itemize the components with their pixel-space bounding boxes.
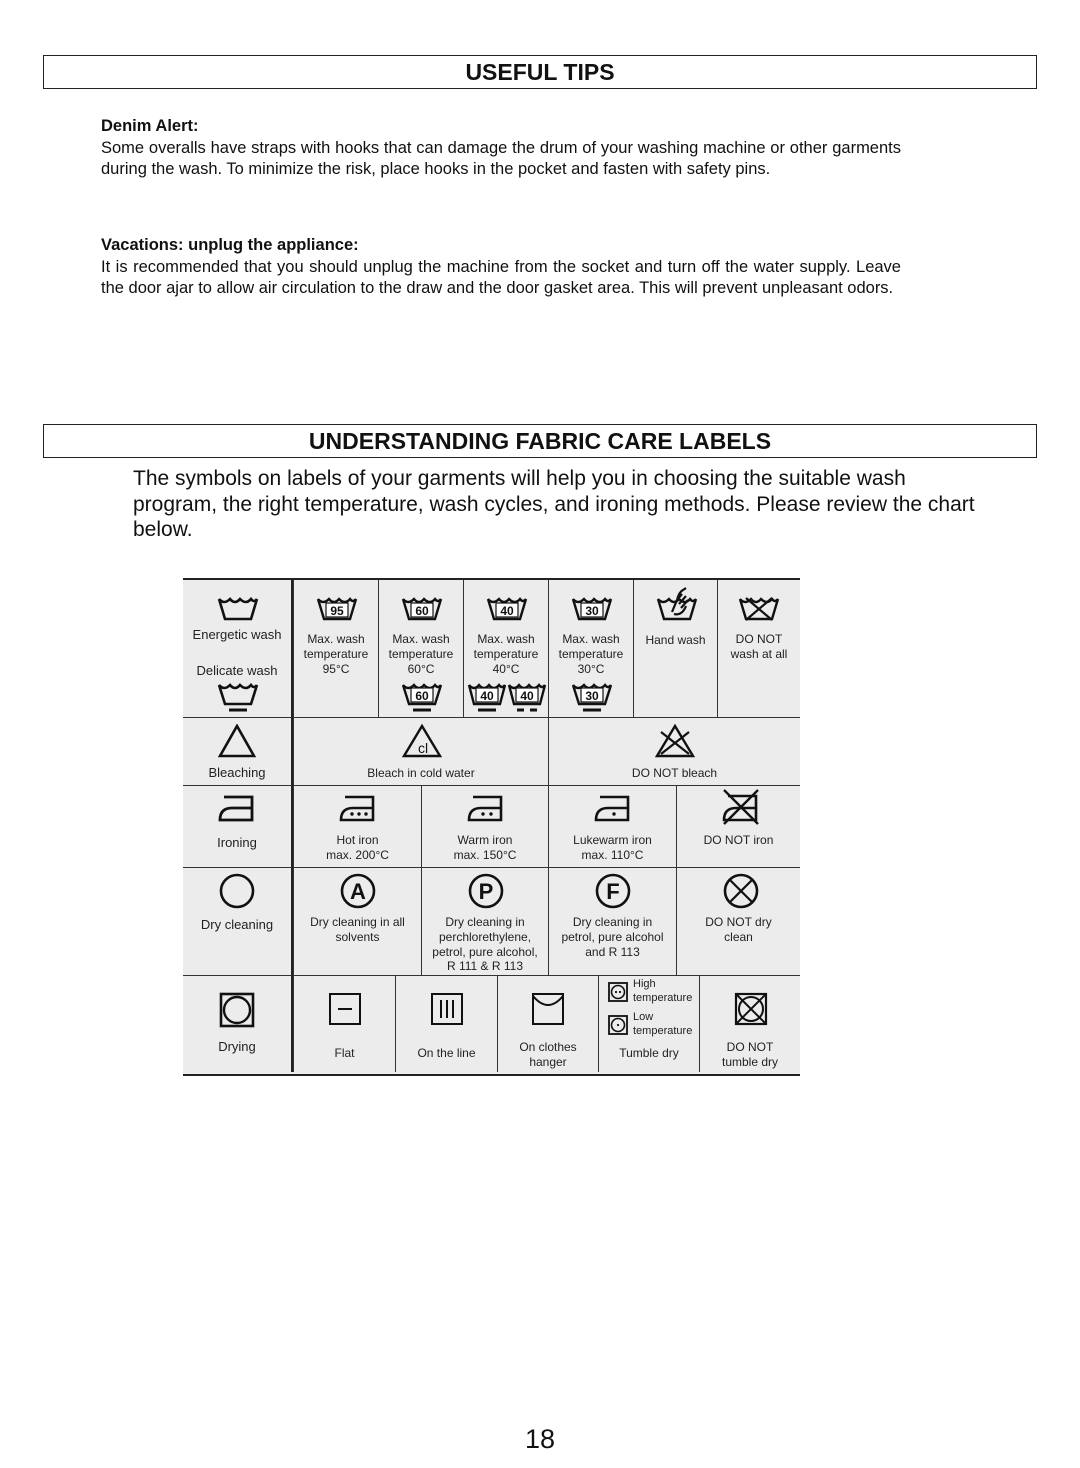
no-wash-label-line2: wash at all xyxy=(730,647,788,661)
dry-cleaning-row xyxy=(183,867,800,976)
denim-alert-text: Some overalls have straps with hooks that can damage the drum of your washing machine or other garments during the wash. To minimize the risk, place hooks in the pocket and fasten with safety pins. xyxy=(101,138,901,178)
wash-40-delicate-temp: 40 xyxy=(480,689,494,703)
chlorine-bleach-icon xyxy=(402,724,442,758)
flat-dry-label: Flat xyxy=(334,1046,355,1060)
hot-iron-label-line2: max. 200°C xyxy=(326,848,389,862)
wash-95-temp: 95 xyxy=(330,604,344,618)
no-tumble-dry-cell xyxy=(699,975,800,1072)
delicate-wash-label: Delicate wash xyxy=(196,663,278,678)
dry-clean-perc-label-line2: perchlorethylene, xyxy=(438,930,532,944)
hand-wash-cell xyxy=(633,580,717,717)
no-iron-icon xyxy=(720,788,760,826)
useful-tips-heading: USEFUL TIPS xyxy=(43,55,1037,89)
max-30-label-line1: Max. wash xyxy=(562,632,620,646)
hot-iron-icon xyxy=(339,793,377,823)
dry-clean-perc-label-line4: R 111 & R 113 xyxy=(446,959,524,973)
tumble-low-icon xyxy=(608,1015,628,1035)
dry-clean-perc-cell xyxy=(421,867,548,975)
tumble-dry-cell xyxy=(598,975,699,1072)
warm-iron-label-line2: max. 150°C xyxy=(453,848,517,862)
no-bleach-icon xyxy=(655,724,695,758)
vacations-tip xyxy=(101,235,901,300)
dry-clean-all-label-line1: Dry cleaning in all xyxy=(310,915,405,929)
dry-clean-all-label-line2: solvents xyxy=(335,930,380,944)
dry-clean-a-letter: A xyxy=(350,879,366,904)
bleaching-row xyxy=(183,717,800,786)
tumble-high-label-line1: High xyxy=(633,978,656,990)
dry-clean-p-letter: P xyxy=(478,879,494,904)
no-tumble-dry-icon xyxy=(734,992,768,1026)
max-30-cell xyxy=(548,580,633,717)
dry-clean-perc-label-line3: petrol, pure alcohol, xyxy=(432,945,538,959)
lukewarm-iron-label-line1: Lukewarm iron xyxy=(573,833,652,847)
lukewarm-iron-label-line2: max. 110°C xyxy=(581,848,644,862)
max-40-label-line3: 40°C xyxy=(492,662,520,676)
dry-clean-petrol-label-line3: and R 113 xyxy=(585,945,640,959)
dry-clean-p-icon xyxy=(467,872,505,910)
wash-60-delicate-icon xyxy=(401,682,443,713)
no-dry-clean-icon xyxy=(722,872,760,910)
no-dry-clean-label-line2: clean xyxy=(724,930,753,944)
no-bleach-cell xyxy=(548,717,800,785)
dry-clean-perc-label-line1: Dry cleaning in xyxy=(445,915,525,929)
warm-iron-cell xyxy=(421,785,548,867)
wash-30-delicate-icon xyxy=(571,682,613,713)
dry-clean-f-letter: F xyxy=(606,879,620,904)
no-bleach-label: DO NOT bleach xyxy=(631,766,718,780)
wash-95-icon xyxy=(316,594,358,622)
wash-40-very-delicate-icon xyxy=(507,682,547,713)
line-dry-icon xyxy=(430,992,464,1026)
max-40-label-line2: temperature xyxy=(473,647,539,661)
delicate-wash-icon xyxy=(217,682,259,713)
flat-dry-cell xyxy=(293,975,395,1072)
no-tumble-dry-label-line2: tumble dry xyxy=(721,1055,779,1069)
dry-clean-petrol-label-line2: petrol, pure alcohol xyxy=(561,930,664,944)
no-iron-label: DO NOT iron xyxy=(703,833,774,847)
bleaching-icon xyxy=(218,724,256,758)
bleach-cold-cell xyxy=(293,717,548,785)
wash-40-very-delicate-temp: 40 xyxy=(520,689,534,703)
hot-iron-cell xyxy=(293,785,421,867)
lukewarm-iron-cell xyxy=(548,785,676,867)
drying-label: Drying xyxy=(218,1039,256,1054)
washing-category-cell xyxy=(183,580,293,717)
wash-60-icon xyxy=(401,594,443,622)
max-60-label-line3: 60°C xyxy=(407,662,435,676)
energetic-wash-icon xyxy=(217,594,259,622)
chlorine-bleach-cl: cl xyxy=(417,740,429,756)
flat-dry-icon xyxy=(328,992,362,1026)
wash-60-temp: 60 xyxy=(415,604,429,618)
dry-clean-petrol-cell xyxy=(548,867,676,975)
no-tumble-dry-label-line1: DO NOT xyxy=(726,1040,774,1054)
line-dry-label: On the line xyxy=(417,1046,476,1060)
max-60-cell xyxy=(378,580,463,717)
dry-cleaning-label: Dry cleaning xyxy=(200,917,274,932)
warm-iron-label-line1: Warm iron xyxy=(457,833,513,847)
vacations-text: It is recommended that you should unplug the machine from the socket and turn off the water supply. Leave the door ajar to allow air circulation to the draw and the door gasket area. This will prevent unpleasant odors. xyxy=(101,257,901,297)
wash-30-icon xyxy=(571,594,613,622)
fabric-care-heading: UNDERSTANDING FABRIC CARE LABELS xyxy=(43,424,1037,458)
wash-30-temp: 30 xyxy=(585,604,599,618)
no-wash-cell xyxy=(717,580,800,717)
washing-row xyxy=(183,580,800,718)
max-95-label-line1: Max. wash xyxy=(307,632,365,646)
drying-row xyxy=(183,975,800,1072)
bleaching-category-cell xyxy=(183,717,293,785)
tumble-high-icon xyxy=(608,982,628,1002)
max-60-label-line1: Max. wash xyxy=(392,632,450,646)
wash-40-temp: 40 xyxy=(500,604,514,618)
page-number: 18 xyxy=(524,1424,556,1454)
max-40-cell xyxy=(463,580,548,717)
max-95-label-line3: 95°C xyxy=(322,662,350,676)
fabric-care-chart xyxy=(183,578,800,1076)
tumble-low-label-line1: Low xyxy=(633,1011,654,1023)
wash-60-delicate-temp: 60 xyxy=(415,689,429,703)
max-30-label-line2: temperature xyxy=(558,647,624,661)
denim-alert-tip xyxy=(101,116,901,181)
ironing-icon xyxy=(218,793,256,823)
fabric-care-intro: The symbols on labels of your garments will help you in choosing the suitable wash program, the right temperature, wash cycles, and ironing methods. Please review the chart below. xyxy=(133,467,975,541)
tumble-low-label-line2: temperature xyxy=(633,1025,693,1037)
line-dry-cell xyxy=(395,975,497,1072)
hanger-dry-label-line1: On clothes xyxy=(519,1040,577,1054)
hot-iron-label-line1: Hot iron xyxy=(336,833,379,847)
max-60-label-line2: temperature xyxy=(388,647,454,661)
max-95-label-line2: temperature xyxy=(303,647,369,661)
no-wash-icon xyxy=(738,594,780,622)
dry-clean-f-icon xyxy=(594,872,632,910)
dry-clean-petrol-label-line1: Dry cleaning in xyxy=(572,915,653,929)
hanger-dry-cell xyxy=(497,975,598,1072)
hand-wash-label: Hand wash xyxy=(645,633,706,647)
wash-40-delicate-icon xyxy=(467,682,507,713)
bleaching-label: Bleaching xyxy=(208,765,266,780)
tumble-dry-label: Tumble dry xyxy=(619,1046,679,1060)
denim-alert-title: Denim Alert: xyxy=(101,117,199,135)
ironing-label: Ironing xyxy=(217,835,257,850)
no-dry-clean-cell xyxy=(676,867,800,975)
dry-clean-all-cell xyxy=(293,867,421,975)
warm-iron-icon xyxy=(467,793,505,823)
drying-category-cell xyxy=(183,975,293,1072)
tumble-high-label-line2: temperature xyxy=(633,992,693,1004)
hand-wash-icon xyxy=(656,586,698,622)
energetic-wash-label: Energetic wash xyxy=(192,627,282,642)
dry-cleaning-category-cell xyxy=(183,867,293,975)
vacations-title: Vacations: unplug the appliance: xyxy=(101,236,359,254)
drying-icon xyxy=(219,992,255,1028)
max-95-cell xyxy=(293,580,378,717)
wash-30-delicate-temp: 30 xyxy=(585,689,599,703)
max-30-label-line3: 30°C xyxy=(577,662,605,676)
lukewarm-iron-icon xyxy=(594,793,632,823)
hanger-dry-label-line2: hanger xyxy=(529,1055,567,1069)
dry-cleaning-icon xyxy=(218,872,256,910)
no-iron-cell xyxy=(676,785,800,867)
max-40-label-line1: Max. wash xyxy=(477,632,535,646)
wash-40-icon xyxy=(486,594,528,622)
no-wash-label-line1: DO NOT xyxy=(735,632,783,646)
bleach-cold-label: Bleach in cold water xyxy=(367,766,475,780)
hanger-dry-icon xyxy=(531,992,565,1026)
no-dry-clean-label-line1: DO NOT dry xyxy=(705,915,772,929)
ironing-row xyxy=(183,785,800,868)
dry-clean-a-icon xyxy=(339,872,377,910)
ironing-category-cell xyxy=(183,785,293,867)
